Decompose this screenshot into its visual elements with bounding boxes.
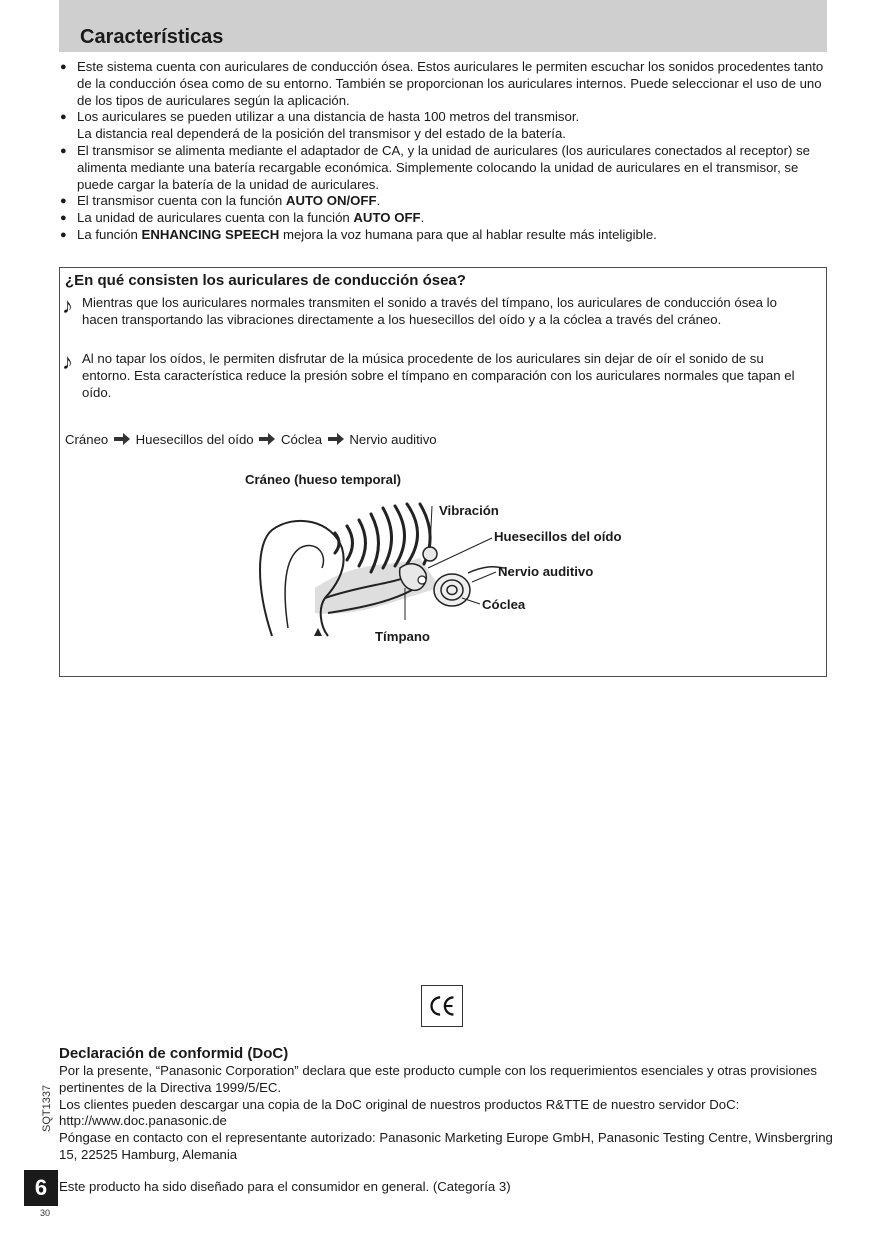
feature-text: La función: [77, 226, 142, 242]
flow-step-cochlea: Cóclea: [280, 432, 323, 447]
feature-subline: La distancia real dependerá de la posición del transmisor y del estado de la batería.: [77, 126, 566, 142]
doc-paragraph: Póngase en contacto con el representante autorizado: Panasonic Marketing Europe GmbH, Panasonic Testing Centre, Winsbergring 15, 22525 Hamburg, Alemania: [59, 1130, 833, 1162]
doc-paragraph: Los clientes pueden descargar una copia de la DoC original de nuestros productos R&TTE de nuestro servidor DoC:: [59, 1096, 740, 1112]
bullet-icon: ●: [60, 144, 67, 157]
doc-text: [59, 1063, 834, 1164]
section-title: Características: [80, 26, 224, 48]
feature-text: Este sistema cuenta con auriculares de conducción ósea. Estos auriculares le permiten escuchar los sonidos procedentes tanto de la conducción ósea como de su entorno. También se proporcionan los auriculares internos. Puede seleccionar el uso de uno de los tipos de auriculares según la aplicación.: [77, 59, 824, 108]
bullet-icon: ●: [60, 228, 67, 241]
ce-logo-icon: [422, 986, 462, 1026]
note-1-text: Mientras que los auriculares normales transmiten el sonido a través del tímpano, los auriculares de conducción ósea lo hacen transportando las vibraciones directamente a los huesecillos del oído y a la cóclea a través del cráneo.: [82, 295, 777, 327]
feature-item: [59, 143, 834, 193]
eardrum-marker: [314, 628, 322, 636]
page-number-small: 30: [40, 1208, 51, 1218]
bone-conduction-title: ¿En qué consisten los auriculares de conducción ósea?: [65, 272, 466, 289]
feature-text: La unidad de auriculares cuenta con la función: [77, 210, 354, 226]
model-code: SQT1337: [41, 1084, 53, 1132]
label-ossicles: Huesecillos del oído: [494, 529, 622, 544]
bullet-icon: ●: [60, 212, 67, 225]
ossicle-bone: [418, 576, 426, 584]
feature-item: [59, 109, 834, 143]
feature-text: El transmisor cuenta con la función: [77, 193, 286, 209]
flow-step-nerve: Nervio auditivo: [349, 432, 437, 447]
doc-url: http://www.doc.panasonic.de: [59, 1113, 227, 1129]
feature-item: [59, 227, 834, 244]
ossicle-bone: [423, 547, 437, 561]
label-eardrum: Tímpano: [375, 629, 430, 644]
ear-outline: [260, 521, 344, 636]
page-number: 6: [24, 1170, 58, 1206]
label-nerve: Nervio auditivo: [498, 564, 594, 579]
flow-step-ossicles: Huesecillos del oído: [135, 432, 254, 447]
bullet-icon: ●: [60, 111, 67, 124]
feature-item: [59, 210, 834, 227]
cochlea-shape: [434, 574, 470, 606]
flow-step-skull: Cráneo: [65, 432, 109, 447]
consumer-note: Este producto ha sido diseñado para el consumidor en general. (Categoría 3): [59, 1179, 511, 1194]
feature-text: Los auriculares se pueden utilizar a una distancia de hasta 100 metros del transmisor.: [77, 109, 580, 125]
music-note-icon: ♪: [62, 293, 73, 318]
note-2-text: Al no tapar los oídos, le permiten disfrutar de la música procedente de los auriculares sin dejar de oír el sonido de su entorno. Esta característica reduce la presión sobre el tímpano en comparación con los auriculares normales que tapan el oído.: [82, 351, 795, 400]
feature-keyword: AUTO OFF: [353, 210, 421, 226]
bullet-icon: ●: [60, 61, 67, 73]
bone-conduction-box: [59, 267, 827, 677]
feature-text: El transmisor se alimenta mediante el adaptador de CA, y la unidad de auriculares (los auriculares conectados al receptor) se alimenta mediante una batería recargable económica. Simplemente colocando la unidad de auriculares en el transmisor, se puede cargar la batería de la unidad de auriculares.: [77, 142, 811, 192]
music-note-icon: ♪: [62, 349, 73, 374]
feature-keyword: AUTO ON/OFF: [285, 193, 377, 209]
ear-diagram: [60, 268, 826, 676]
label-skull: Cráneo (hueso temporal): [245, 472, 402, 487]
features-list: [59, 59, 834, 244]
ce-mark: [421, 985, 463, 1027]
feature-text: .: [376, 193, 381, 209]
doc-title: Declaración de conformid (DoC): [59, 1045, 289, 1062]
feature-text: .: [420, 210, 425, 226]
feature-item: [59, 193, 834, 210]
bullet-icon: ●: [60, 195, 67, 208]
feature-text: mejora la voz humana para que al hablar resulte más inteligible.: [279, 226, 657, 242]
section-header: [59, 0, 827, 52]
doc-paragraph: Por la presente, “Panasonic Corporation” declara que este producto cumple con los requerimientos esenciales y otras provisiones pertinentes de la Directiva 1999/5/EC.: [59, 1063, 817, 1095]
label-cochlea: Cóclea: [482, 597, 526, 612]
feature-keyword: ENHANCING SPEECH: [141, 226, 280, 242]
feature-item: [59, 59, 834, 109]
label-vibration: Vibración: [439, 503, 499, 518]
